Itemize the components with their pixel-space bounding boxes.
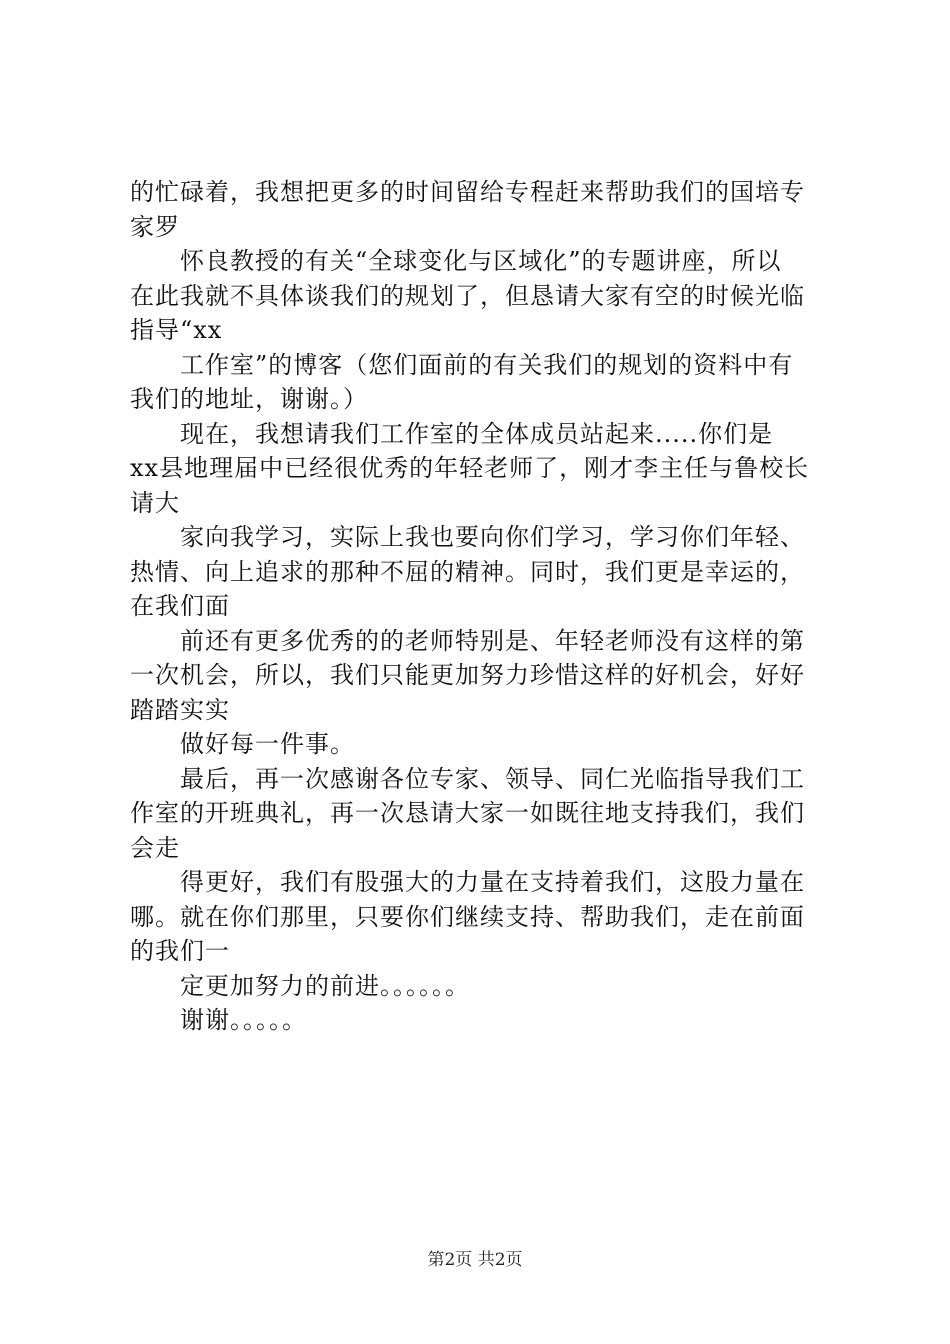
text-line: 工作室”的博客（您们面前的有关我们的规划的资料中有 <box>180 350 794 379</box>
text-line: 我们的地址，谢谢。） <box>130 385 368 413</box>
text-line: 前还有更多优秀的的老师特别是、年轻老师没有这样的第 <box>180 626 805 655</box>
text-line: 在此我就不具体谈我们的规划了，但恳请大家有空的时候光临 <box>130 281 805 310</box>
text-line: 定更加努力的前进。。。。。。 <box>180 971 470 1000</box>
page-footer: 第2页 共2页 <box>427 1250 523 1270</box>
text-line: 请大 <box>130 488 180 517</box>
text-line: 谢谢。。。。。 <box>180 1006 307 1034</box>
text-line: 得更好，我们有股强大的力量在支持着我们，这股力量在 <box>180 868 805 896</box>
body-text <box>130 175 842 1038</box>
text-line: 最后，再一次感谢各位专家、领导、同仁光临指导我们工 <box>180 764 805 793</box>
text-line: 的忙碌着，我想把更多的时间留给专程赶来帮助我们的国培专 <box>130 178 805 206</box>
text-line: xx县地理届中已经很优秀的年轻老师了，刚才李主任与鲁校长 <box>130 454 810 482</box>
text-line: 指导“xx <box>130 316 223 344</box>
text-line: 家罗 <box>130 212 180 241</box>
text-line: 在我们面 <box>130 592 230 620</box>
text-line: 家向我学习，实际上我也要向你们学习，学习你们年轻、 <box>180 523 805 551</box>
text-line: 踏踏实实 <box>130 695 230 724</box>
text-line: 热情、向上追求的那种不屈的精神。同时，我们更是幸运的， <box>130 557 805 586</box>
text-line: 现在，我想请我们工作室的全体成员站起来.....你们是 <box>180 419 774 448</box>
text-line: 的我们一 <box>130 937 230 965</box>
text-line: 会走 <box>130 833 180 862</box>
text-line: 一次机会，所以，我们只能更加努力珍惜这样的好机会，好好 <box>130 661 805 689</box>
text-line: 作室的开班典礼，再一次恳请大家一如既往地支持我们，我们 <box>130 799 805 827</box>
text-line: 做好每一件事。 <box>180 730 355 758</box>
text-line: 哪。就在你们那里，只要你们继续支持、帮助我们，走在前面 <box>130 902 805 931</box>
text-line: 怀良教授的有关“全球变化与区域化”的专题讲座，所以 <box>180 247 782 275</box>
